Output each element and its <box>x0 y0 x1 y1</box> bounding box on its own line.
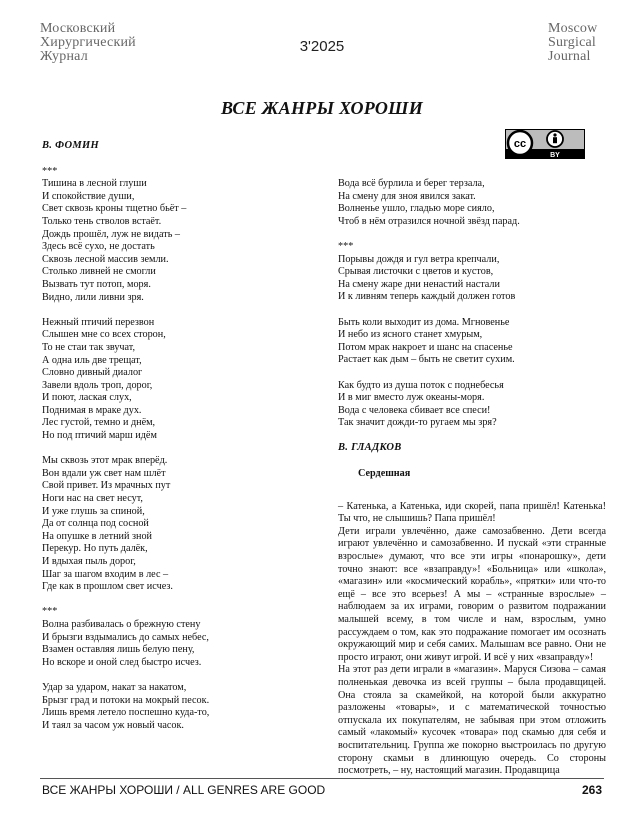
poem-line: А одна иль две трещат, <box>42 354 142 366</box>
poem-line: Вызвать тут потоп, моря. <box>42 278 151 290</box>
poem-line: Ноги нас на свет несут, <box>42 493 143 505</box>
poem-line: И вдыхая пыль дорог, <box>42 556 136 567</box>
poem-line: Дождь прошёл, луж не видать – <box>42 228 180 240</box>
poem-line: Нежный птичий перезвон <box>42 316 155 328</box>
logo-en-line-3: Journal <box>548 49 591 64</box>
poem-line: Мы сквозь этот мрак вперёд. <box>42 455 168 467</box>
poem-line: То не стаи так звучат, <box>42 341 136 353</box>
poem-line: На смену жаре дни ненастий настали <box>338 278 500 290</box>
poem-line: Волна разбивалась о брежную стену <box>42 618 201 630</box>
poem-line: Чтоб в нём отразился ночной звёзд парад. <box>338 215 520 227</box>
footer-rule <box>40 778 604 779</box>
poem-line: Перекур. Но путь далёк, <box>42 543 148 555</box>
poem-line: Так значит дожди-то ругаем мы зря? <box>338 417 497 429</box>
poem-line: На опушке в летний зной <box>42 530 153 542</box>
poem-stanza <box>42 178 320 304</box>
page-number: 263 <box>581 783 602 797</box>
poem-stanza <box>42 682 320 732</box>
logo-ru-line-2: Хирургический <box>40 35 136 50</box>
poem-line: Потом мрак накроет и шанс на спасенье <box>338 341 513 353</box>
poem-line: И поют, лаская слух, <box>42 392 132 404</box>
poem-line: И уже глушь за спиной, <box>42 505 145 517</box>
poem-line: Свой привет. Из мрачных пут <box>42 480 171 492</box>
poem-stanza <box>42 455 320 594</box>
poem-stanza <box>338 317 606 367</box>
poem-line: Вода с человека сбивает все спеси! <box>338 404 491 416</box>
author-fomin: В. ФОМИН <box>42 140 99 151</box>
poem-line: Поднимая в мраке дух. <box>42 404 142 416</box>
poem-line: Вон вдали уж свет нам шлёт <box>42 467 166 479</box>
left-column <box>42 140 320 745</box>
poem-line: Шаг за шагом входим в лес – <box>42 568 169 580</box>
journal-logo-en <box>548 22 628 64</box>
poem-line: И небо из ясного станет хмурым, <box>338 329 483 341</box>
poem-line: Волненье ушло, гладью море сияло, <box>338 203 495 215</box>
poem-line: Срывая листочки с цветов и кустов, <box>338 266 494 278</box>
poem-line: Лишь время летело поспешно куда-то, <box>42 707 210 719</box>
poem-line: Завели вдоль троп, дорог, <box>42 379 153 391</box>
poem-line: Только тень стволов встаёт. <box>42 215 162 227</box>
poem-line: И к ливням теперь каждый должен готов <box>338 291 516 303</box>
cc-by-license-icon <box>505 129 585 159</box>
poem-line: Где как в прошлом свет исчез. <box>42 581 173 593</box>
issue-number: 3'2025 <box>299 38 345 55</box>
poem-line: На смену для зноя явился закат. <box>338 190 476 202</box>
poem-line: И таял за часом уж новый часок. <box>42 719 184 731</box>
poem-stanza <box>42 317 320 443</box>
poem-line: Столько ливней не смогли <box>42 266 156 278</box>
poem-line: Вода всё бурлила и берег терзала, <box>338 178 485 189</box>
poem-line: И спокойствие души, <box>42 190 135 202</box>
poem-line: Удар за ударом, накат за накатом, <box>42 681 187 693</box>
poem-stanza <box>42 619 320 669</box>
poem-line: Взамен оставляя лишь белую пену, <box>42 644 195 656</box>
poem-stanza <box>338 380 606 430</box>
stanza-separator: *** <box>42 165 58 177</box>
section-title: ВСЕ ЖАНРЫ ХОРОШИ <box>220 98 424 118</box>
stanza-separator: *** <box>42 606 58 618</box>
poem-line: Брызг град и потоки на мокрый песок. <box>42 694 210 706</box>
poem-line: Здесь всё сухо, не достать <box>42 241 155 253</box>
logo-ru-line-1: Московский <box>40 21 116 36</box>
poem-line: И в миг вместо луж океаны-моря. <box>338 392 485 404</box>
poem-line: Сквозь лесной массив земли. <box>42 253 169 265</box>
poem-line: Словно дивный диалог <box>42 367 143 379</box>
story-text <box>338 501 606 778</box>
poem-line: Как будто из душа поток с поднебесья <box>338 379 504 391</box>
story-title: Сердешная <box>358 468 411 480</box>
poem-line: И брызги вздымались до самых небес, <box>42 631 209 643</box>
author-gladkov: В. ГЛАДКОВ <box>338 442 402 454</box>
poem-line: Да от солнца под сосной <box>42 518 149 530</box>
cc-by-label: BY <box>550 152 560 159</box>
poem-line: Растает как дым – быть не светит сухим. <box>338 354 515 366</box>
poem-stanza <box>338 178 606 228</box>
poem-line: Слышен мне со всех сторон, <box>42 329 166 341</box>
footer-section-title: ВСЕ ЖАНРЫ ХОРОШИ / ALL GENRES ARE GOOD <box>42 783 326 797</box>
svg-text:cc: cc <box>513 138 527 150</box>
paragraph: На этот раз дети играли в «магазин». Маруся Сизова – самая полненькая девочка из всей группы – была продавщицей. Она стояла за скамейкой, на которой были аккуратно разложены «товары», и с математической точностью отпускала их покупателям, не забывая при этом отложить самый «лакомый» кусочек «товара» под скамью для себя и воспитательниц. Группа же покорно выстроилась по другую сторону скамьи в длинющую очередь. Со стороны посмотреть, – ну, настоящий магазин. Продавщица <box>338 664 606 777</box>
logo-en-line-2: Surgical <box>548 35 597 50</box>
right-column <box>338 178 606 778</box>
paragraph: – Катенька, а Катенька, иди скорей, папа пришёл! Катенька! Ты что, не слышишь? Папа пришёл! <box>338 500 606 525</box>
poem-line: Но под птичий марш идём <box>42 430 157 442</box>
logo-en-line-1: Moscow <box>548 21 598 36</box>
poem-line: Порывы дождя и гул ветра крепчали, <box>338 253 500 265</box>
poem-line: Тишина в лесной глуши <box>42 178 147 190</box>
poem-line: Видно, лили ливни зря. <box>42 291 144 303</box>
stanza-separator: *** <box>338 240 354 252</box>
poem-line: Быть коли выходит из дома. Мгновенье <box>338 316 510 328</box>
poem-stanza <box>338 254 606 304</box>
paragraph: Дети играли увлечённо, даже самозабвенно. Дети всегда играют увлечённо и самозабвенно. И пускай «эти странные взрослые» думают, что все эти игры «понарошку», дети точно знают: все «взаправду»! «Больница» или «школа», «магазин» или «космический корабль», «прятки» или что-то ещё – все это всерьез! А мы – «странные взрослые» – наблюдаем за их играми, говорим о развитом подражании малышей всему, в том числе и нам, взрослым, умно рассуждаем о том, как это подражание помогает им осознать окружающий мир и себя самих. Малышам все равно. Они не просто играют, они живут игрой. И всё у них «взаправду»! <box>338 525 606 663</box>
poem-line: Свет сквозь кроны тщетно бьёт – <box>42 203 187 215</box>
poem-line: Но вскоре и оной след быстро исчез. <box>42 656 202 668</box>
logo-ru-line-3: Журнал <box>40 49 88 64</box>
poem-line: Лес густой, темно и днём, <box>42 417 156 429</box>
